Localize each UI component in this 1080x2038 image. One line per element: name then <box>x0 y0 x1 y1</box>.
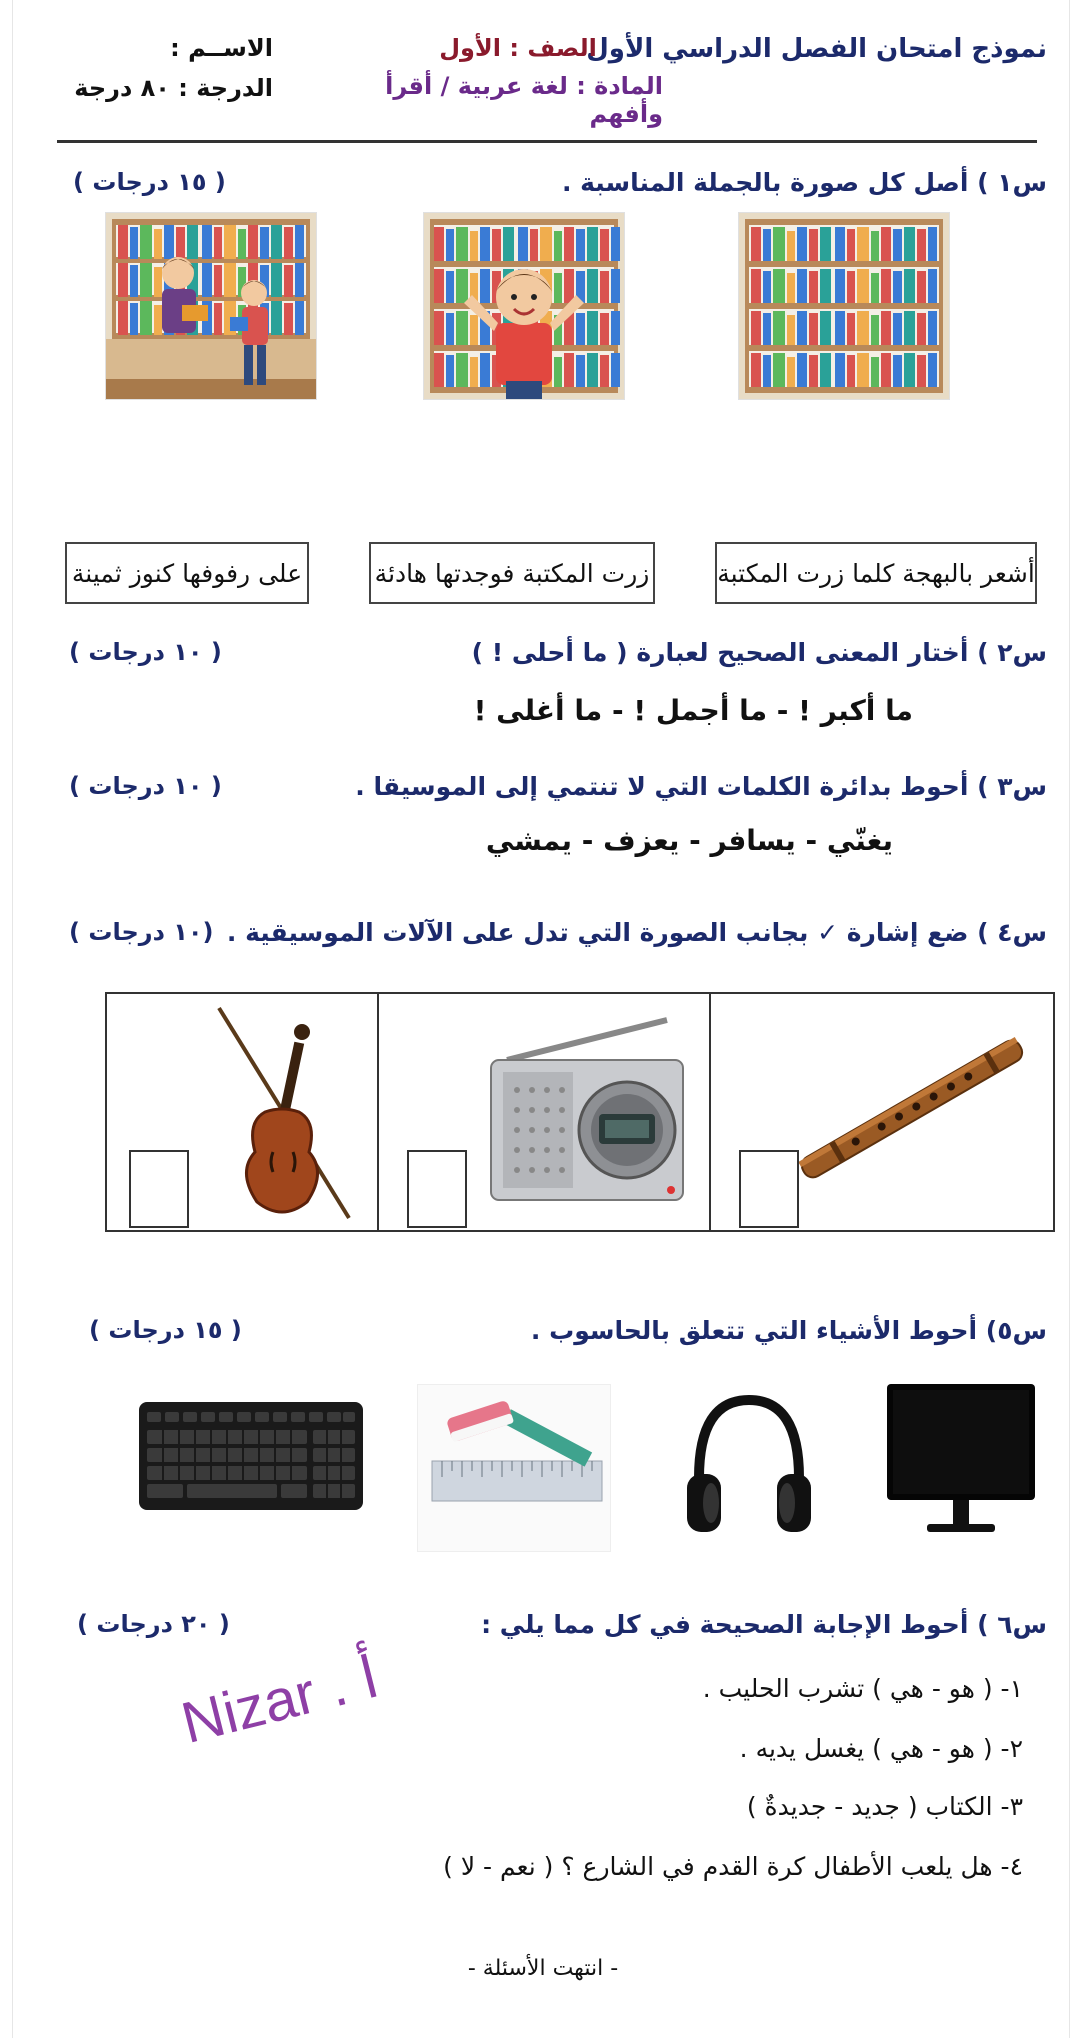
q6-grade: ( ٢٠ درجات ) <box>77 1610 230 1638</box>
q6-item-4[interactable]: ٤- هل يلعب الأطفال كرة القدم في الشارع ؟ ( نعم - لا ) <box>443 1852 1023 1881</box>
q3-text: س٣ ) أحوط بدائرة الكلمات التي لا تنتمي إلى الموسيقا . <box>355 772 1047 801</box>
q6-item-2[interactable]: ٢- ( هو - هي ) يغسل يديه . <box>739 1734 1023 1763</box>
ruler-pencil-eraser-image[interactable] <box>417 1384 611 1552</box>
library-bookshelves-image <box>738 212 950 400</box>
q6-text: س٦ ) أحوط الإجابة الصحيحة في كل مما يلي : <box>481 1610 1047 1639</box>
subject: المادة : لغة عربية / أقرأ وأفهم <box>385 72 663 128</box>
q2-grade: ( ١٠ درجات ) <box>69 638 222 666</box>
watermark-signature: Nizar . أ <box>175 1644 385 1757</box>
monitor-image[interactable] <box>881 1382 1041 1542</box>
sentence-box-1[interactable]: أشعر بالبهجة كلما زرت المكتبة <box>715 542 1037 604</box>
flute-checkbox[interactable] <box>739 1150 799 1228</box>
boy-in-library-image <box>423 212 625 400</box>
radio-image <box>487 1010 687 1210</box>
table-divider <box>377 994 379 1230</box>
grade-level: الصف : الأول <box>439 34 597 62</box>
name-label: الاســم : <box>170 34 273 62</box>
sentence-box-2[interactable]: زرت المكتبة فوجدتها هادئة <box>369 542 655 604</box>
radio-checkbox[interactable] <box>407 1150 467 1228</box>
sentence-box-3[interactable]: على رفوفها كنوز ثمينة <box>65 542 309 604</box>
exam-title: نموذج امتحان الفصل الدراسي الأول <box>586 34 1047 64</box>
q3-choices[interactable]: يغنّي - يسافر - يعزف - يمشي <box>485 824 893 857</box>
exam-page <box>12 0 1070 2038</box>
violin-checkbox[interactable] <box>129 1150 189 1228</box>
q2-choices[interactable]: ما أكبر ! - ما أجمل ! - ما أغلى ! <box>473 694 913 727</box>
q1-grade: ( ١٥ درجات ) <box>73 168 226 196</box>
children-in-library-image <box>105 212 317 400</box>
q4-grade: (١٠ درجات ) <box>69 918 214 946</box>
violin-image <box>207 1002 357 1222</box>
headphones-image[interactable] <box>681 1382 817 1542</box>
q2-text: س٢ ) أختار المعنى الصحيح لعبارة ( ما أحلى ! ) <box>471 638 1047 667</box>
q5-grade: ( ١٥ درجات ) <box>89 1316 242 1344</box>
q3-grade: ( ١٠ درجات ) <box>69 772 222 800</box>
q4-text: س٤ ) ضع إشارة ✓ بجانب الصورة التي تدل على الآلات الموسيقية . <box>226 918 1047 947</box>
flute-image <box>787 1024 1037 1194</box>
q6-item-1[interactable]: ١- ( هو - هي ) تشرب الحليب . <box>702 1674 1023 1703</box>
instrument-table <box>105 992 1055 1232</box>
q1-text: س١ ) أصل كل صورة بالجملة المناسبة . <box>561 168 1047 197</box>
q6-item-3[interactable]: ٣- الكتاب ( جديد - جديدةٌ ) <box>746 1792 1023 1821</box>
footer-end-text: - انتهت الأسئلة - <box>467 1956 619 1981</box>
table-divider <box>709 994 711 1230</box>
q5-text: س٥) أحوط الأشياء التي تتعلق بالحاسوب . <box>530 1316 1047 1345</box>
header-divider <box>57 140 1037 143</box>
score-label: الدرجة : ٨٠ درجة <box>74 74 273 102</box>
keyboard-image[interactable] <box>137 1398 365 1516</box>
